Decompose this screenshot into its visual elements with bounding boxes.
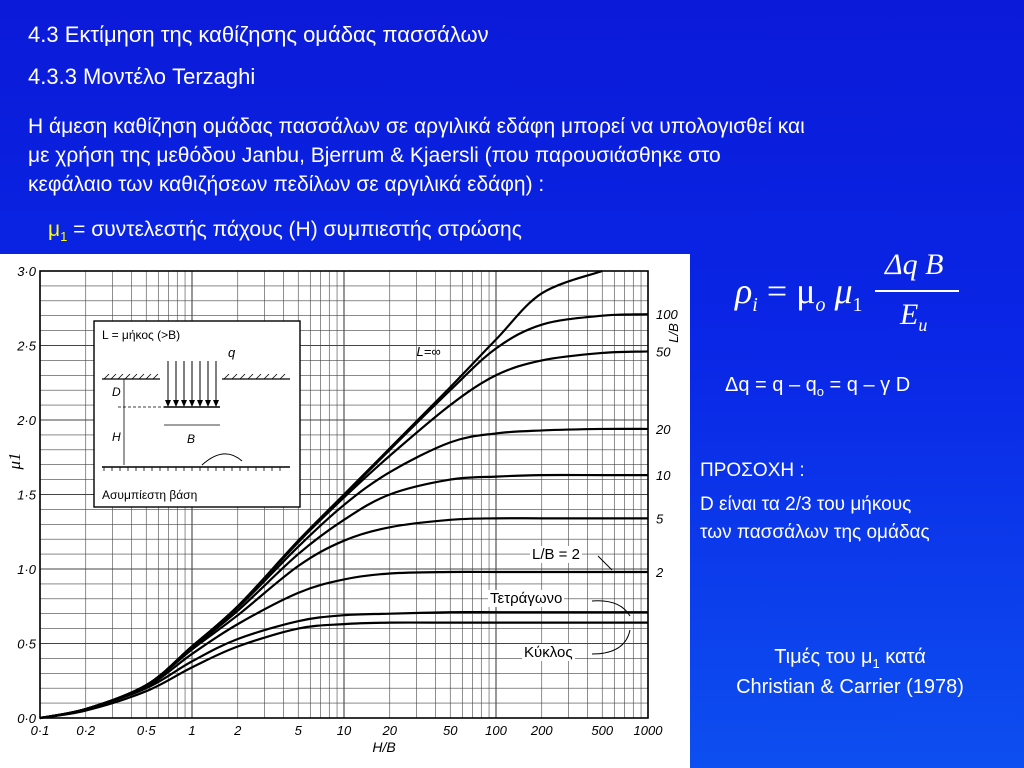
right-axis-label: L/B [666, 323, 681, 343]
curve-label: 100 [656, 307, 678, 323]
x-tick-label: 5 [294, 723, 302, 738]
formula-eq-mu: = μ [757, 271, 816, 311]
y-tick-label: 3·0 [17, 264, 36, 279]
formula-mu-o-sub: o [815, 294, 826, 317]
mu1-definition [48, 218, 522, 244]
dq-text: Δq = q – q [725, 374, 817, 396]
inset-box [94, 321, 300, 507]
callout-square: Τετράγωνο [490, 590, 563, 607]
x-tick-label: 0·1 [30, 723, 50, 738]
curve-label: 50 [656, 344, 671, 360]
inset-q-label: q [228, 345, 236, 360]
callout-leader [598, 556, 612, 570]
curve-label: 10 [656, 468, 671, 484]
slide-subtitle: 4.3.3 Μοντέλο Terzaghi [28, 64, 256, 89]
x-tick-label: 10 [336, 723, 352, 738]
paragraph-line: με χρήση της μεθόδου Janbu, Bjerrum & Kjaersli (που παρουσιάσθηκε στο [28, 144, 721, 167]
x-tick-label: 50 [443, 723, 458, 738]
x-tick-label: 1000 [633, 723, 663, 738]
slide-title: 4.3 Εκτίμηση της καθίζησης ομάδας πασσάλων [28, 22, 489, 47]
y-tick-label: 0·0 [17, 711, 36, 726]
note-heading: ΠΡΟΣΟΧΗ : [700, 460, 805, 481]
callout-circle: Κύκλος [524, 644, 573, 661]
y-tick-label: 2·0 [17, 413, 36, 428]
x-tick-label: 200 [530, 723, 553, 738]
reference-line2: Christian & Carrier (1978) [736, 676, 964, 698]
ref-sub: 1 [872, 656, 880, 671]
mu1-symbol: μ [48, 218, 61, 241]
paragraph-line: κεφάλαιο των καθιζήσεων πεδίλων σε αργιλικά εδάφη) : [28, 173, 545, 196]
formula-E-sub: u [918, 315, 928, 335]
mu1-definition-text: = συντελεστής πάχους (Η) συμπιεστής στρώσης [67, 218, 522, 241]
inset-base-label: Ασυμπίεστη βάση [102, 488, 198, 502]
intro-paragraph [28, 112, 998, 199]
curve-label: 2 [656, 564, 664, 580]
x-tick-label: 1 [188, 723, 196, 738]
paragraph-line: Η άμεση καθίζηση ομάδας πασσάλων σε αργιλικά εδάφη μπορεί να υπολογισθεί και [28, 115, 805, 138]
dq-sub: o [816, 384, 824, 399]
x-axis-label: H/B [372, 739, 396, 755]
inset-H-label: H [112, 430, 121, 444]
inset-D-label: D [112, 385, 121, 399]
curve-label: 20 [656, 421, 671, 437]
x-tick-label: 2 [234, 723, 242, 738]
formula-mu1-sub: 1 [852, 294, 863, 317]
ref-text-end: κατά [879, 646, 926, 668]
y-tick-label: 2·5 [17, 338, 36, 354]
mu1-chart [0, 254, 690, 768]
y-tick-label: 1·5 [17, 487, 36, 503]
ref-text: Τιμές του μ [774, 646, 873, 668]
x-tick-label: 0·2 [76, 723, 96, 738]
settlement-formula [735, 248, 975, 343]
note-line: D είναι τα 2/3 του μήκους [700, 494, 912, 515]
x-tick-label: 100 [485, 723, 507, 738]
formula-fraction-bar [875, 290, 959, 292]
mu1-subscript: 1 [60, 229, 68, 245]
inset-B-label: B [187, 432, 196, 446]
formula-mu1: μ [825, 271, 853, 311]
callout-lb2: L/B = 2 [532, 546, 580, 563]
chart-svg [0, 254, 690, 768]
dq-rest: = q – γ D [824, 374, 911, 396]
formula-numerator: Δq B [885, 248, 944, 281]
formula-denominator [900, 298, 927, 336]
curve-label: 5 [656, 511, 664, 527]
x-tick-label: 0·5 [136, 723, 156, 738]
formula-rho-sub: i [752, 294, 758, 317]
formula-lhs [735, 270, 863, 317]
y-tick-label: 1·0 [17, 562, 36, 577]
y-axis-label: μ1 [5, 452, 24, 470]
formula-E: E [900, 298, 919, 331]
delta-q-equation [725, 374, 910, 399]
curve-label-infinity: L=∞ [416, 343, 441, 359]
y-tick-label: 0·5 [17, 636, 36, 652]
x-tick-label: 500 [591, 723, 614, 738]
inset-length-note: L = μήκος (>B) [102, 328, 181, 342]
formula-rho: ρ [735, 271, 753, 311]
reference-line1 [700, 646, 1000, 671]
x-tick-label: 20 [382, 723, 397, 738]
note-line: των πασσάλων της ομάδας [700, 522, 930, 543]
